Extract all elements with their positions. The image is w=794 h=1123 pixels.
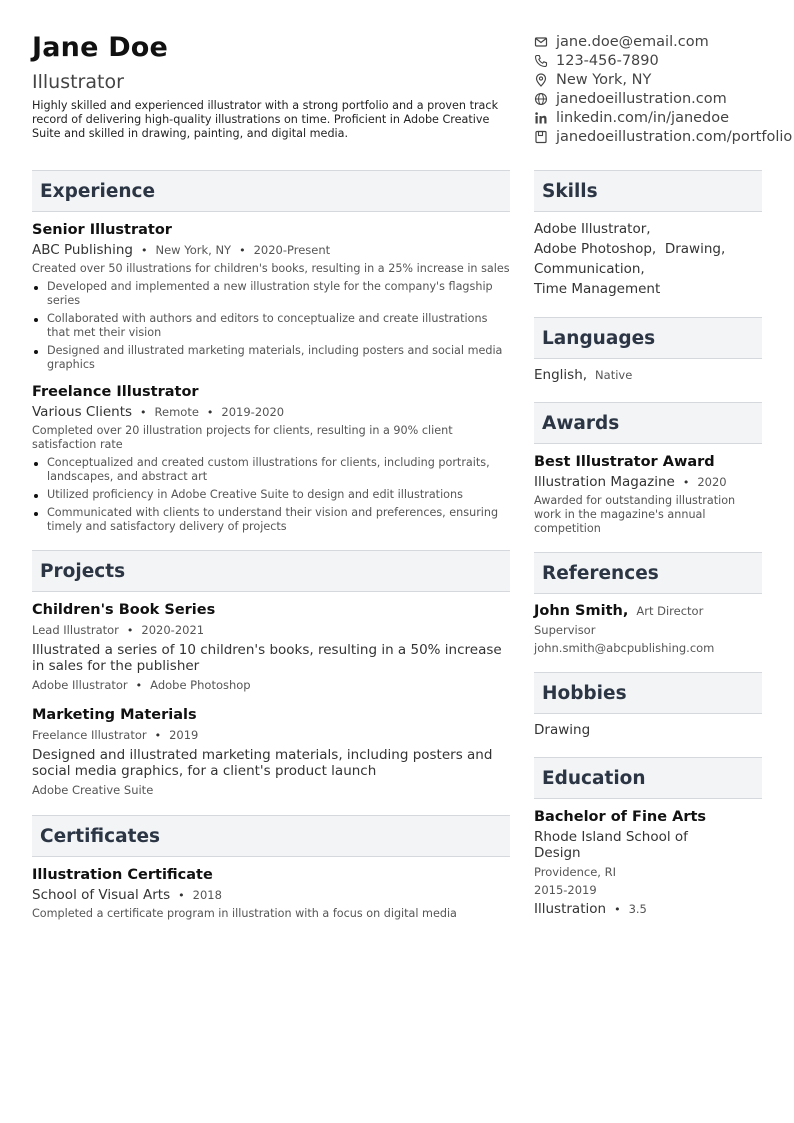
education-field-row	[534, 901, 762, 917]
separator-dot: •	[140, 406, 147, 419]
references-heading: References	[534, 552, 762, 594]
contact-phone[interactable]	[534, 51, 794, 70]
job-meta	[32, 404, 510, 420]
certificate-title: Illustration Certificate	[32, 867, 213, 883]
job-meta	[32, 242, 510, 258]
job-dates: 2020-Present	[253, 243, 331, 257]
side-column	[534, 170, 762, 917]
experience-heading: Experience	[32, 170, 510, 212]
education-gpa: 3.5	[628, 902, 647, 916]
skill-item: Adobe Photoshop,	[534, 241, 657, 257]
education-dates: 2015-2019	[534, 883, 597, 897]
phone-icon	[534, 54, 548, 68]
separator-dot: •	[206, 406, 214, 419]
project-item	[32, 602, 510, 692]
skills-heading: Skills	[534, 170, 762, 212]
contact-website-text: janedoeillustration.com	[556, 90, 727, 107]
job-bullet: Designed and illustrated marketing materials, including posters and social media graphics	[32, 344, 510, 372]
job-bullet: Conceptualized and created custom illustrations for clients, including portraits, landscapes, and abstract art	[32, 456, 510, 484]
certificate-meta	[32, 887, 510, 903]
contact-email[interactable]	[534, 32, 794, 51]
project-meta	[32, 623, 510, 637]
skill-item: Communication,	[534, 261, 645, 277]
languages-heading: Languages	[534, 317, 762, 359]
certificate-year: 2018	[192, 888, 222, 902]
education-school: Rhode Island School of Design	[534, 829, 688, 861]
language-level: Native	[595, 368, 633, 382]
separator-dot: •	[614, 903, 621, 916]
reference-header	[534, 603, 762, 619]
separator-dot: •	[682, 476, 690, 489]
project-role: Freelance Illustrator	[32, 728, 147, 742]
skill-item: Drawing,	[664, 241, 726, 257]
project-dates: 2019	[169, 728, 199, 742]
mail-icon	[534, 35, 548, 49]
candidate-role: Illustrator	[32, 71, 124, 93]
contact-website[interactable]	[534, 89, 794, 108]
contact-location	[534, 70, 794, 89]
separator-dot: •	[126, 624, 134, 637]
project-tools	[32, 783, 510, 797]
project-tool: Adobe Photoshop	[150, 678, 251, 692]
candidate-name: Jane Doe	[32, 32, 169, 63]
skills-list	[534, 219, 762, 299]
project-meta	[32, 728, 510, 742]
separator-dot: •	[135, 679, 143, 692]
job-summary: Completed over 20 illustration projects for clients, resulting in a 90% client satisfaction rate	[32, 424, 453, 451]
certificate-description: Completed a certificate program in illustration with a focus on digital media	[32, 907, 457, 920]
reference-title: Art Director	[636, 604, 704, 618]
separator-dot: •	[178, 889, 185, 902]
job-bullets	[32, 456, 510, 534]
awards-heading: Awards	[534, 402, 762, 444]
skill-item: Adobe Illustrator,	[534, 221, 651, 237]
job-company: ABC Publishing	[32, 242, 133, 258]
contact-list	[534, 32, 794, 146]
job-bullets	[32, 280, 510, 372]
certificate-item	[32, 867, 510, 921]
globe-icon	[534, 92, 548, 106]
job-summary: Created over 50 illustrations for children's books, resulting in a 25% increase in sales	[32, 262, 510, 275]
profile-summary: Highly skilled and experienced illustrator with a strong portfolio and a proven track record of delivering high-quality illustrations on time. Proficient in Adobe Creative Suite and skilled in drawing, painting, and digital media.	[32, 99, 499, 141]
linkedin-icon	[534, 111, 548, 125]
hobbies-heading: Hobbies	[534, 672, 762, 714]
certificates-heading: Certificates	[32, 815, 510, 857]
education-location: Providence, RI	[534, 865, 616, 879]
reference-email[interactable]: john.smith@abcpublishing.com	[534, 641, 715, 655]
skill-item: Time Management	[534, 281, 661, 297]
education-degree: Bachelor of Fine Arts	[534, 809, 707, 825]
award-year: 2020	[697, 475, 727, 489]
job-bullet: Communicated with clients to understand their vision and preferences, ensuring timely and satisfactory delivery of projects	[32, 506, 510, 534]
separator-dot: •	[140, 244, 148, 257]
project-tools	[32, 678, 510, 692]
location-pin-icon	[534, 73, 548, 87]
job-bullet: Utilized proficiency in Adobe Creative Suite to design and edit illustrations	[32, 488, 510, 502]
portfolio-icon	[534, 130, 548, 144]
skill-line	[534, 239, 762, 259]
separator-dot: •	[154, 729, 162, 742]
contact-portfolio[interactable]	[534, 127, 794, 146]
project-item	[32, 707, 510, 797]
project-dates: 2020-2021	[141, 623, 205, 637]
award-title: Best Illustrator Award	[534, 454, 715, 470]
project-title: Children's Book Series	[32, 602, 216, 618]
hobby-item: Drawing	[534, 722, 591, 738]
job-bullet: Developed and implemented a new illustration style for the company's flagship series	[32, 280, 510, 308]
project-title: Marketing Materials	[32, 707, 197, 723]
main-column	[32, 170, 510, 921]
award-description: Awarded for outstanding illustration work in the magazine's annual competition	[534, 494, 736, 535]
reference-name: John Smith,	[534, 603, 629, 619]
job-bullet: Collaborated with authors and editors to conceptualize and create illustrations that met their vision	[32, 312, 510, 340]
project-role: Lead Illustrator	[32, 623, 119, 637]
award-item	[534, 454, 762, 536]
contact-email-text: jane.doe@email.com	[556, 33, 709, 50]
job-title: Freelance Illustrator	[32, 384, 199, 400]
project-description: Illustrated a series of 10 children's books, resulting in a 50% increase in sales for the publisher	[32, 642, 502, 674]
education-item	[534, 809, 762, 917]
separator-dot: •	[239, 244, 246, 257]
project-tool: Adobe Illustrator	[32, 678, 128, 692]
contact-phone-text: 123-456-7890	[556, 52, 659, 69]
project-tool: Adobe Creative Suite	[32, 783, 154, 797]
language-name: English,	[534, 367, 588, 383]
reference-relation: Supervisor	[534, 623, 596, 637]
contact-linkedin[interactable]	[534, 108, 794, 127]
contact-location-text: New York, NY	[556, 71, 652, 88]
award-meta	[534, 474, 762, 490]
job-dates: 2019-2020	[221, 405, 285, 419]
job-title: Senior Illustrator	[32, 222, 172, 238]
job-company: Various Clients	[32, 404, 133, 420]
projects-heading: Projects	[32, 550, 510, 592]
contact-linkedin-text: linkedin.com/in/janedoe	[556, 109, 730, 126]
language-item	[534, 367, 762, 383]
job-location: Remote	[154, 405, 199, 419]
education-heading: Education	[534, 757, 762, 799]
reference-item	[534, 603, 762, 655]
certificate-issuer: School of Visual Arts	[32, 887, 171, 903]
project-description: Designed and illustrated marketing materials, including posters and social media graphics, for a client's product launch	[32, 747, 493, 779]
job-location: New York, NY	[155, 243, 232, 257]
experience-item	[32, 384, 510, 534]
award-org: Illustration Magazine	[534, 474, 675, 490]
contact-portfolio-text: janedoeillustration.com/portfolio	[556, 128, 793, 145]
education-field: Illustration	[534, 901, 607, 917]
experience-item	[32, 222, 510, 372]
